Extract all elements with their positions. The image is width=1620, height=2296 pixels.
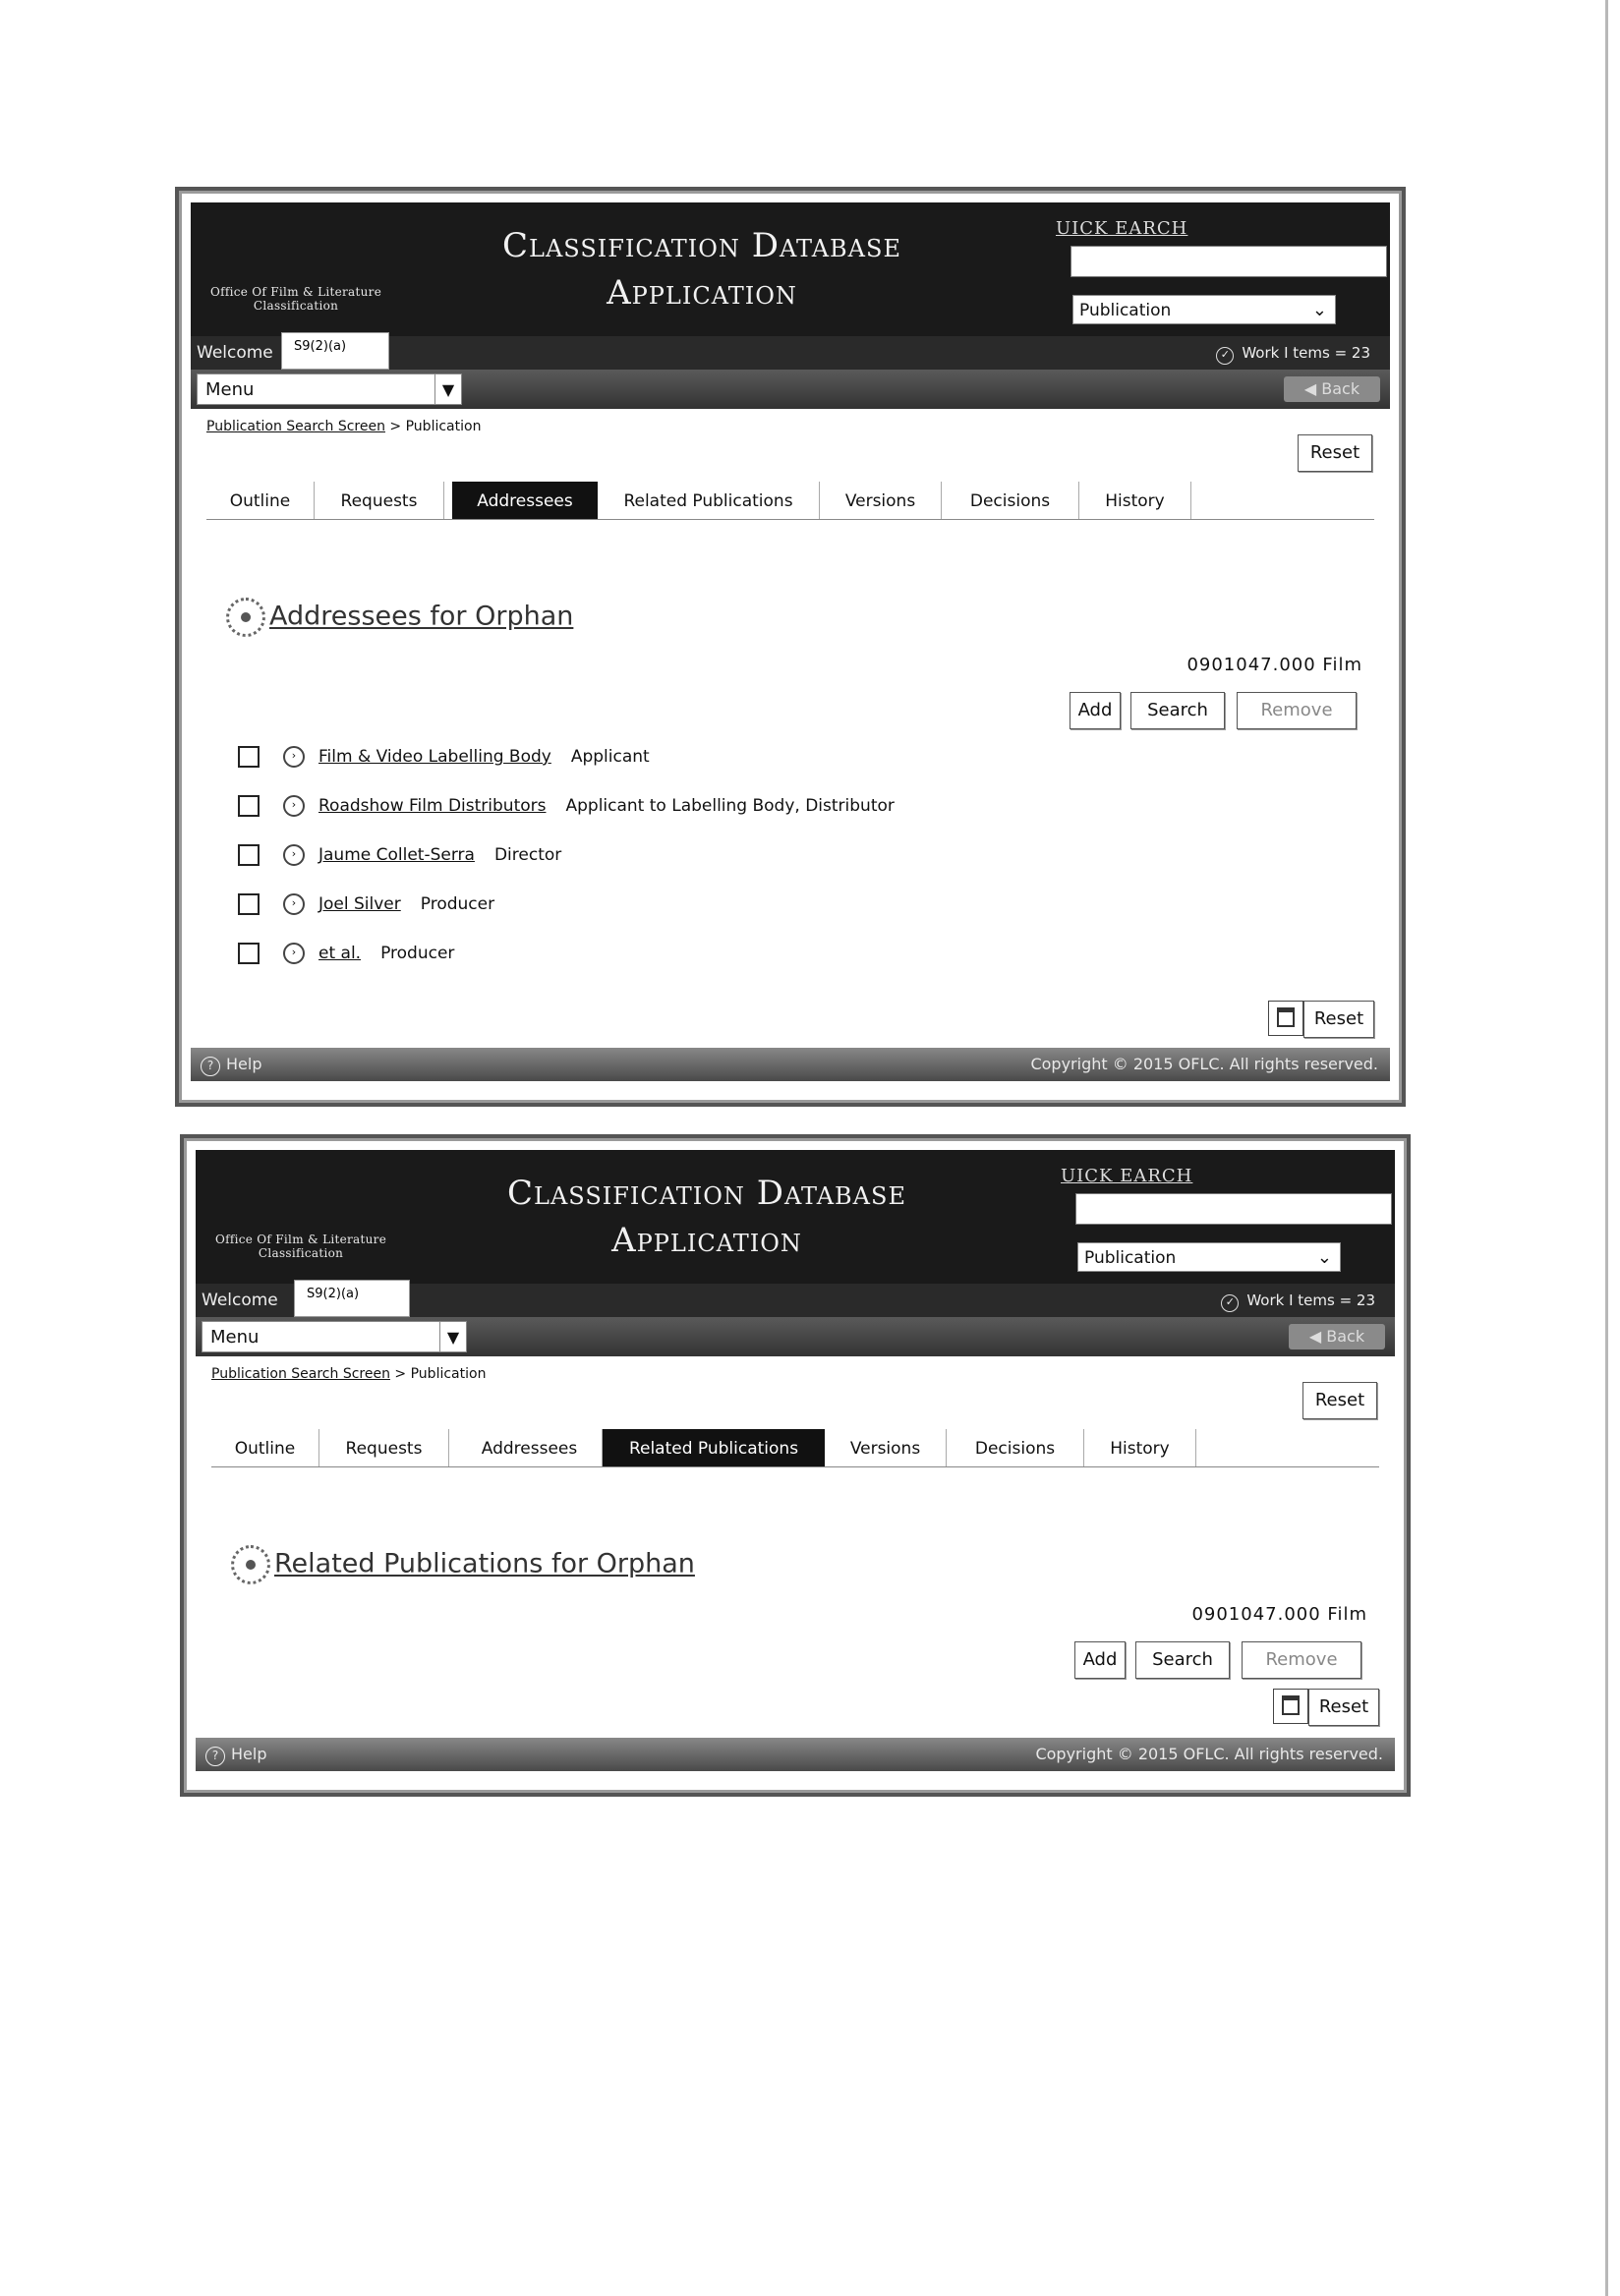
tab-bar	[211, 1429, 1379, 1467]
reset-button-bottom[interactable]: Reset	[1303, 1001, 1374, 1038]
breadcrumb	[206, 419, 481, 434]
search-type-select[interactable]	[1077, 1242, 1341, 1272]
addressee-name-link[interactable]: et al.	[318, 944, 362, 963]
welcome-text: Welcome	[202, 1291, 278, 1310]
addressee-name-link[interactable]: Roadshow Film Distributors	[318, 796, 547, 816]
menu-select-value: Menu	[205, 379, 255, 400]
back-label: Back	[1321, 379, 1360, 398]
reset-button-top[interactable]: Reset	[1302, 1382, 1377, 1419]
section-title-text: Addressees for Orphan	[269, 601, 574, 632]
help-icon: ?	[201, 1057, 220, 1076]
work-items-link[interactable]	[1216, 336, 1370, 370]
tab-versions[interactable]: Versions	[820, 482, 942, 519]
app-footer	[191, 1048, 1390, 1081]
tab-outline[interactable]: Outline	[211, 1429, 319, 1466]
app-title-line-2: Application	[611, 1221, 802, 1260]
redaction-box: S9(2)(a)	[294, 1280, 410, 1317]
back-label: Back	[1326, 1327, 1365, 1346]
list-item	[238, 889, 895, 938]
welcome-bar	[191, 336, 1390, 370]
addressee-list	[238, 741, 895, 987]
addressee-role: Director	[493, 845, 562, 865]
tree-view-button[interactable]	[1273, 1689, 1308, 1724]
chevron-down-icon: ⌄	[1316, 1247, 1332, 1268]
copyright-text: Copyright © 2015 OFLC. All rights reserved.	[1030, 1055, 1378, 1073]
tab-related-publications[interactable]: Related Publications	[603, 1429, 825, 1466]
reset-button-top[interactable]: Reset	[1298, 434, 1372, 472]
tab-outline[interactable]: Outline	[206, 482, 315, 519]
menu-select-value: Menu	[210, 1327, 260, 1348]
org-line-1: Office Of Film & Literature	[210, 285, 382, 299]
app-title-line-1: Classification Database	[507, 1174, 906, 1213]
search-type-value: Publication	[1084, 1248, 1177, 1268]
app-title	[491, 1170, 923, 1264]
work-items-count: Work I tems = 23	[1242, 344, 1370, 362]
org-name	[210, 285, 381, 313]
chevron-down-icon: ▼	[439, 1322, 466, 1351]
remove-button[interactable]: Remove	[1242, 1641, 1361, 1679]
welcome-text: Welcome	[197, 343, 273, 363]
film-reel-icon	[226, 598, 265, 637]
menu-select[interactable]	[197, 373, 462, 405]
app-header	[196, 1150, 1395, 1284]
addressee-role: Producer	[420, 894, 495, 914]
chevron-down-icon: ▼	[434, 374, 461, 404]
help-link[interactable]	[205, 1738, 266, 1771]
back-button[interactable]	[1284, 376, 1380, 402]
help-icon: ?	[205, 1747, 225, 1766]
film-reel-icon	[231, 1545, 270, 1584]
hierarchy-icon	[1282, 1695, 1300, 1715]
page-edge-line	[1605, 0, 1608, 2296]
row-checkbox[interactable]	[238, 893, 260, 915]
tab-related-publications[interactable]: Related Publications	[598, 482, 820, 519]
addressee-role: Applicant to Labelling Body, Distributor	[565, 796, 895, 816]
tab-decisions[interactable]: Decisions	[942, 482, 1079, 519]
help-label: Help	[231, 1745, 267, 1763]
check-circle-icon: ✓	[1216, 347, 1234, 365]
screenshot-addressees	[175, 187, 1406, 1107]
list-item	[238, 839, 895, 889]
quick-search-label: UICK EARCH	[1056, 218, 1188, 239]
list-item	[238, 790, 895, 839]
addressee-name-link[interactable]: Film & Video Labelling Body	[318, 747, 551, 767]
addressee-role: Producer	[380, 944, 455, 963]
check-circle-icon: ✓	[1221, 1294, 1239, 1312]
list-item	[238, 938, 895, 987]
section-title	[231, 1545, 695, 1584]
navigate-icon[interactable]: ›	[283, 844, 305, 866]
row-checkbox[interactable]	[238, 943, 260, 964]
row-checkbox[interactable]	[238, 795, 260, 817]
menu-bar	[196, 1317, 1395, 1356]
tab-bar	[206, 482, 1374, 520]
tab-addressees[interactable]: Addressees	[457, 1429, 603, 1466]
help-link[interactable]	[201, 1048, 261, 1081]
quick-search-input[interactable]	[1075, 1193, 1392, 1225]
breadcrumb-current: Publication	[410, 1366, 487, 1382]
tab-decisions[interactable]: Decisions	[947, 1429, 1084, 1466]
record-id: 0901047.000 Film	[1191, 1604, 1367, 1625]
work-items-link[interactable]	[1221, 1284, 1375, 1317]
org-line-2: Classification	[253, 299, 339, 313]
tab-requests[interactable]: Requests	[315, 482, 444, 519]
screenshot-related-publications	[180, 1134, 1411, 1797]
back-button[interactable]	[1289, 1324, 1385, 1349]
row-checkbox[interactable]	[238, 746, 260, 768]
navigate-icon[interactable]: ›	[283, 943, 305, 964]
breadcrumb-link-search[interactable]: Publication Search Screen	[206, 419, 385, 434]
navigate-icon[interactable]: ›	[283, 746, 305, 768]
list-item	[238, 741, 895, 790]
search-type-select[interactable]	[1072, 295, 1336, 324]
arrow-left-icon: ◀	[1303, 379, 1322, 398]
org-line-2: Classification	[258, 1246, 344, 1260]
tab-history[interactable]: History	[1079, 482, 1191, 519]
addressee-role: Applicant	[570, 747, 650, 767]
menu-select[interactable]	[202, 1321, 467, 1352]
addressee-name-link[interactable]: Joel Silver	[318, 894, 401, 914]
search-button[interactable]: Search	[1130, 692, 1225, 729]
org-line-1: Office Of Film & Literature	[215, 1233, 387, 1246]
tab-versions[interactable]: Versions	[825, 1429, 947, 1466]
breadcrumb-separator: >	[389, 419, 402, 434]
app-title-line-1: Classification Database	[502, 226, 901, 265]
app-title-line-2: Application	[607, 273, 797, 313]
reset-button-bottom[interactable]: Reset	[1308, 1689, 1379, 1726]
breadcrumb-separator: >	[394, 1366, 407, 1382]
remove-button[interactable]: Remove	[1237, 692, 1357, 729]
org-name	[215, 1233, 386, 1260]
breadcrumb	[211, 1366, 486, 1382]
redaction-box: S9(2)(a)	[281, 332, 389, 370]
navigate-icon[interactable]: ›	[283, 893, 305, 915]
hierarchy-icon	[1277, 1007, 1295, 1027]
record-id: 0901047.000 Film	[1186, 655, 1362, 675]
tab-history[interactable]: History	[1084, 1429, 1196, 1466]
add-button[interactable]: Add	[1070, 692, 1121, 729]
row-checkbox[interactable]	[238, 844, 260, 866]
search-type-value: Publication	[1079, 301, 1172, 320]
breadcrumb-current: Publication	[405, 419, 482, 434]
section-title-text: Related Publications for Orphan	[274, 1548, 695, 1579]
search-button[interactable]: Search	[1135, 1641, 1230, 1679]
tree-view-button[interactable]	[1268, 1001, 1303, 1036]
app-title	[486, 222, 918, 316]
quick-search-label: UICK EARCH	[1061, 1166, 1193, 1186]
section-title	[226, 598, 573, 637]
app-footer	[196, 1738, 1395, 1771]
copyright-text: Copyright © 2015 OFLC. All rights reserved.	[1035, 1745, 1383, 1763]
addressee-name-link[interactable]: Jaume Collet-Serra	[318, 845, 475, 865]
work-items-count: Work I tems = 23	[1246, 1292, 1375, 1309]
app-header	[191, 202, 1390, 336]
chevron-down-icon: ⌄	[1311, 300, 1327, 320]
breadcrumb-link-search[interactable]: Publication Search Screen	[211, 1366, 390, 1382]
help-label: Help	[226, 1055, 262, 1073]
arrow-left-icon: ◀	[1308, 1327, 1327, 1346]
tab-requests[interactable]: Requests	[319, 1429, 449, 1466]
welcome-bar	[196, 1284, 1395, 1317]
tab-addressees[interactable]: Addressees	[452, 482, 598, 519]
menu-bar	[191, 370, 1390, 409]
add-button[interactable]: Add	[1074, 1641, 1126, 1679]
navigate-icon[interactable]: ›	[283, 795, 305, 817]
quick-search-input[interactable]	[1070, 246, 1387, 277]
